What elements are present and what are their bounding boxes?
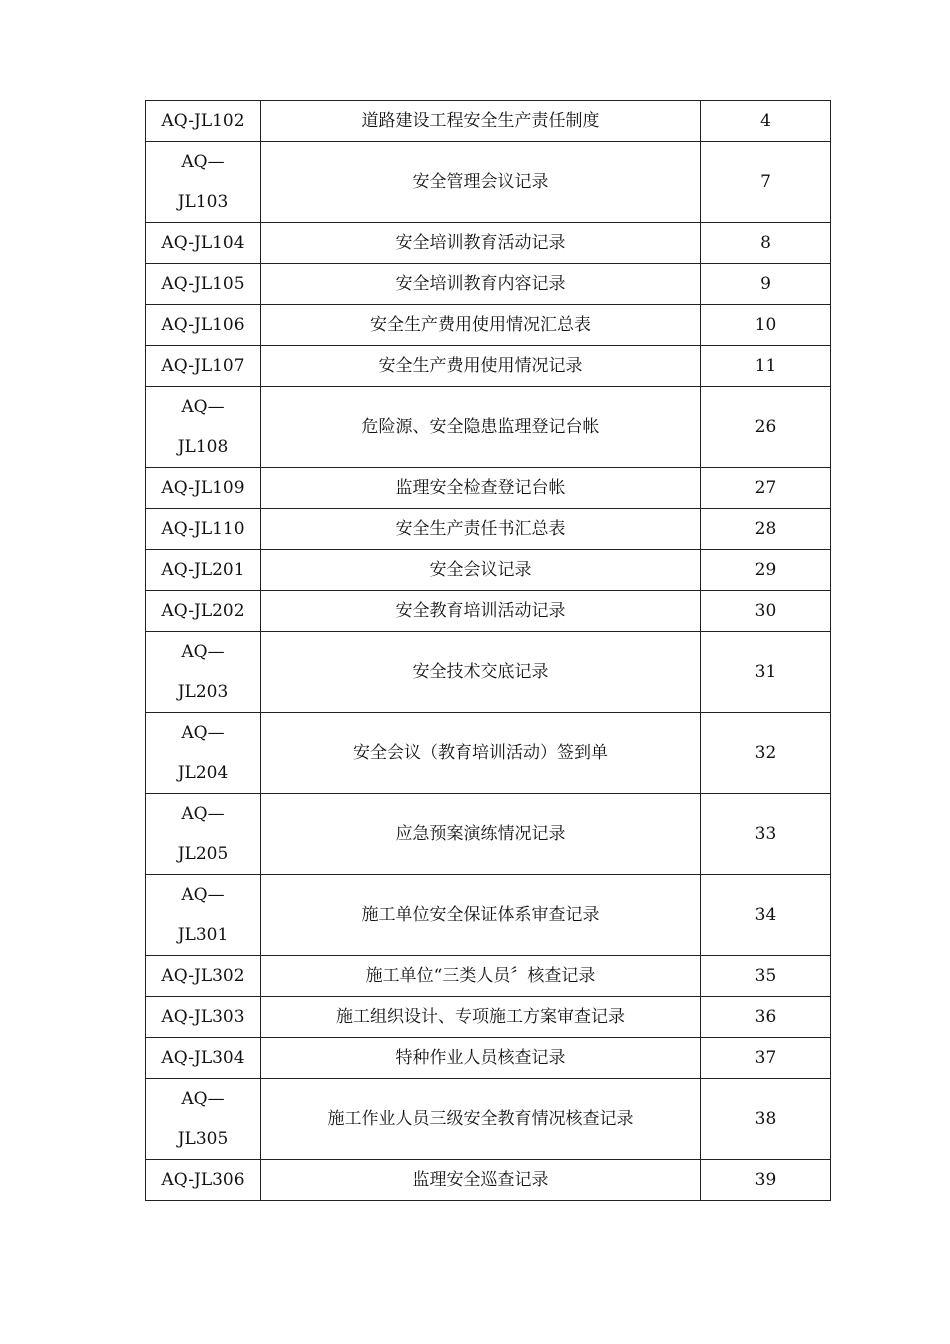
record-page: 36 [701, 997, 831, 1038]
record-page: 28 [701, 509, 831, 550]
record-code: AQ-JL104 [146, 223, 261, 264]
record-page: 8 [701, 223, 831, 264]
table-row [146, 550, 831, 591]
table-row [146, 1160, 831, 1201]
record-code [146, 632, 261, 713]
record-code [146, 142, 261, 223]
record-code [146, 794, 261, 875]
record-page: 31 [701, 632, 831, 713]
table-row [146, 346, 831, 387]
record-index-table [145, 100, 831, 1201]
table-row [146, 223, 831, 264]
record-page: 33 [701, 794, 831, 875]
record-page: 30 [701, 591, 831, 632]
record-code-top: AQ— [181, 1089, 225, 1109]
table-row [146, 101, 831, 142]
record-title: 安全会议记录 [261, 550, 701, 591]
table-row [146, 591, 831, 632]
table-row [146, 632, 831, 713]
record-code [146, 875, 261, 956]
record-page: 7 [701, 142, 831, 223]
record-page: 29 [701, 550, 831, 591]
record-title: 危险源、安全隐患监理登记台帐 [261, 387, 701, 468]
table-row [146, 305, 831, 346]
record-page: 39 [701, 1160, 831, 1201]
record-title: 安全教育培训活动记录 [261, 591, 701, 632]
table-row [146, 956, 831, 997]
record-code: AQ-JL201 [146, 550, 261, 591]
record-title: 施工作业人员三级安全教育情况核查记录 [261, 1079, 701, 1160]
table-row [146, 875, 831, 956]
record-code-top: AQ— [181, 885, 225, 905]
record-code: AQ-JL306 [146, 1160, 261, 1201]
table-row [146, 794, 831, 875]
record-code: AQ-JL304 [146, 1038, 261, 1079]
record-title: 安全技术交底记录 [261, 632, 701, 713]
record-code [146, 713, 261, 794]
table-row [146, 387, 831, 468]
table-row [146, 1038, 831, 1079]
record-page: 11 [701, 346, 831, 387]
record-code-top: AQ— [181, 152, 225, 172]
record-title: 安全生产费用使用情况记录 [261, 346, 701, 387]
record-page: 34 [701, 875, 831, 956]
record-title: 安全生产费用使用情况汇总表 [261, 305, 701, 346]
record-title: 监理安全巡查记录 [261, 1160, 701, 1201]
record-title: 施工单位“三类人员〞核查记录 [261, 956, 701, 997]
record-title: 安全培训教育内容记录 [261, 264, 701, 305]
record-title: 特种作业人员核查记录 [261, 1038, 701, 1079]
record-code-bottom: JL203 [177, 682, 229, 702]
table-row [146, 509, 831, 550]
table-row [146, 713, 831, 794]
record-page: 4 [701, 101, 831, 142]
record-page: 10 [701, 305, 831, 346]
record-code-bottom: JL205 [177, 844, 229, 864]
record-title: 道路建设工程安全生产责任制度 [261, 101, 701, 142]
record-title: 施工组织设计、专项施工方案审查记录 [261, 997, 701, 1038]
record-code [146, 387, 261, 468]
record-page: 26 [701, 387, 831, 468]
record-code: AQ-JL110 [146, 509, 261, 550]
record-page: 37 [701, 1038, 831, 1079]
record-title: 安全培训教育活动记录 [261, 223, 701, 264]
record-code-bottom: JL305 [177, 1129, 229, 1149]
record-title: 安全会议（教育培训活动）签到单 [261, 713, 701, 794]
record-code: AQ-JL302 [146, 956, 261, 997]
table-row [146, 142, 831, 223]
record-code-top: AQ— [181, 804, 225, 824]
record-code: AQ-JL106 [146, 305, 261, 346]
record-page: 38 [701, 1079, 831, 1160]
table-row [146, 1079, 831, 1160]
record-code: AQ-JL107 [146, 346, 261, 387]
record-code-top: AQ— [181, 397, 225, 417]
record-code: AQ-JL202 [146, 591, 261, 632]
table-row [146, 468, 831, 509]
record-title: 应急预案演练情况记录 [261, 794, 701, 875]
record-code-bottom: JL108 [177, 437, 229, 457]
table-row [146, 997, 831, 1038]
table-row [146, 264, 831, 305]
record-title: 监理安全检查登记台帐 [261, 468, 701, 509]
record-page: 35 [701, 956, 831, 997]
record-code-bottom: JL103 [177, 192, 229, 212]
record-code: AQ-JL102 [146, 101, 261, 142]
record-page: 27 [701, 468, 831, 509]
record-code-top: AQ— [181, 642, 225, 662]
record-title: 安全生产责任书汇总表 [261, 509, 701, 550]
record-code-top: AQ— [181, 723, 225, 743]
record-code-bottom: JL204 [177, 763, 229, 783]
record-code: AQ-JL109 [146, 468, 261, 509]
record-title: 安全管理会议记录 [261, 142, 701, 223]
record-code [146, 1079, 261, 1160]
record-page: 32 [701, 713, 831, 794]
record-title: 施工单位安全保证体系审查记录 [261, 875, 701, 956]
record-page: 9 [701, 264, 831, 305]
record-code: AQ-JL105 [146, 264, 261, 305]
record-code: AQ-JL303 [146, 997, 261, 1038]
record-code-bottom: JL301 [177, 925, 229, 945]
